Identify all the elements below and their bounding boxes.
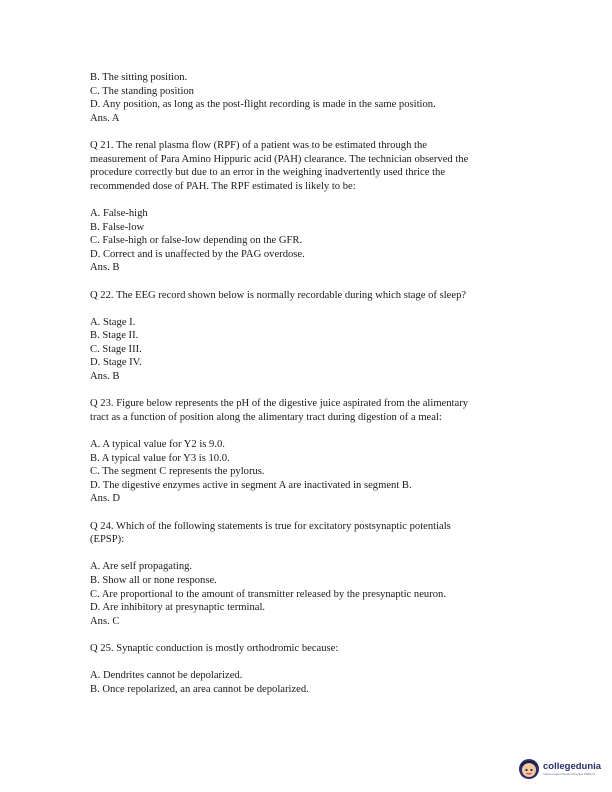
question-stem: tract as a function of position along the alimentary tract during digestion of a meal:: [90, 411, 442, 423]
question-21: [90, 139, 530, 275]
option: B. Once repolarized, an area cannot be depolarized.: [90, 683, 309, 695]
question-stem: Q 25. Synaptic conduction is mostly orthodromic because:: [90, 642, 339, 654]
prev-question-tail: [90, 71, 530, 125]
question-stem: Q 22. The EEG record shown below is normally recordable during which stage of sleep?: [90, 289, 467, 301]
option: A. Are self propagating.: [90, 561, 193, 573]
option: C. Are proportional to the amount of transmitter released by the presynaptic neuron.: [90, 588, 446, 600]
option: B. Stage II.: [90, 330, 139, 342]
option: A. Dendrites cannot be depolarized.: [90, 670, 243, 682]
question-stem: measurement of Para Amino Hippuric acid (PAH) clearance. The technician observed the: [90, 153, 469, 165]
option: D. Stage IV.: [90, 357, 142, 369]
question-stem: Q 24. Which of the following statements is true for excitatory postsynaptic potentials: [90, 520, 451, 532]
answer: Ans. B: [90, 371, 120, 383]
option: B. False-low: [90, 221, 145, 233]
question-23: [90, 397, 530, 506]
option: C. The standing position: [90, 85, 194, 97]
answer: Ans. D: [90, 493, 121, 505]
question-stem: (EPSP):: [90, 534, 125, 546]
option: A. A typical value for Y2 is 9.0.: [90, 439, 225, 451]
option: B. Show all or none response.: [90, 574, 217, 586]
collegedunia-logo: [518, 755, 604, 783]
option: A. False-high: [90, 207, 148, 219]
question-stem: recommended dose of PAH. The RPF estimated is likely to be:: [90, 180, 356, 192]
answer: Ans. C: [90, 615, 120, 627]
mascot-icon: [518, 758, 540, 780]
answer: Ans. A: [90, 112, 120, 124]
option: D. Any position, as long as the post-flight recording is made in the same position.: [90, 99, 436, 111]
question-24: [90, 520, 530, 629]
logo-name: collegedunia: [543, 761, 602, 772]
option: C. The segment C represents the pylorus.: [90, 466, 265, 478]
question-stem: procedure correctly but due to an error in the weighing inadvertently used thrice the: [90, 167, 446, 179]
option: A. Stage I.: [90, 316, 136, 328]
question-stem: Q 21. The renal plasma flow (RPF) of a patient was to be estimated through the: [90, 139, 427, 151]
document-page: [90, 71, 530, 696]
answer: Ans. B: [90, 262, 120, 274]
question-stem: Q 23. Figure below represents the pH of the digestive juice aspirated from the alimentary: [90, 398, 469, 410]
option: B. The sitting position.: [90, 72, 188, 83]
option: D. Are inhibitory at presynaptic terminal.: [90, 602, 266, 614]
option: D. The digestive enzymes active in segment A are inactivated in segment B.: [90, 479, 412, 491]
question-25: [90, 642, 530, 696]
option: D. Correct and is unaffected by the PAG overdose.: [90, 248, 305, 260]
question-22: [90, 289, 530, 384]
option: B. A typical value for Y3 is 10.0.: [90, 452, 230, 464]
logo-tagline: India's largest Student Review Platform: [543, 772, 596, 776]
option: C. False-high or false-low depending on the GFR.: [90, 235, 303, 247]
option: C. Stage III.: [90, 343, 142, 355]
